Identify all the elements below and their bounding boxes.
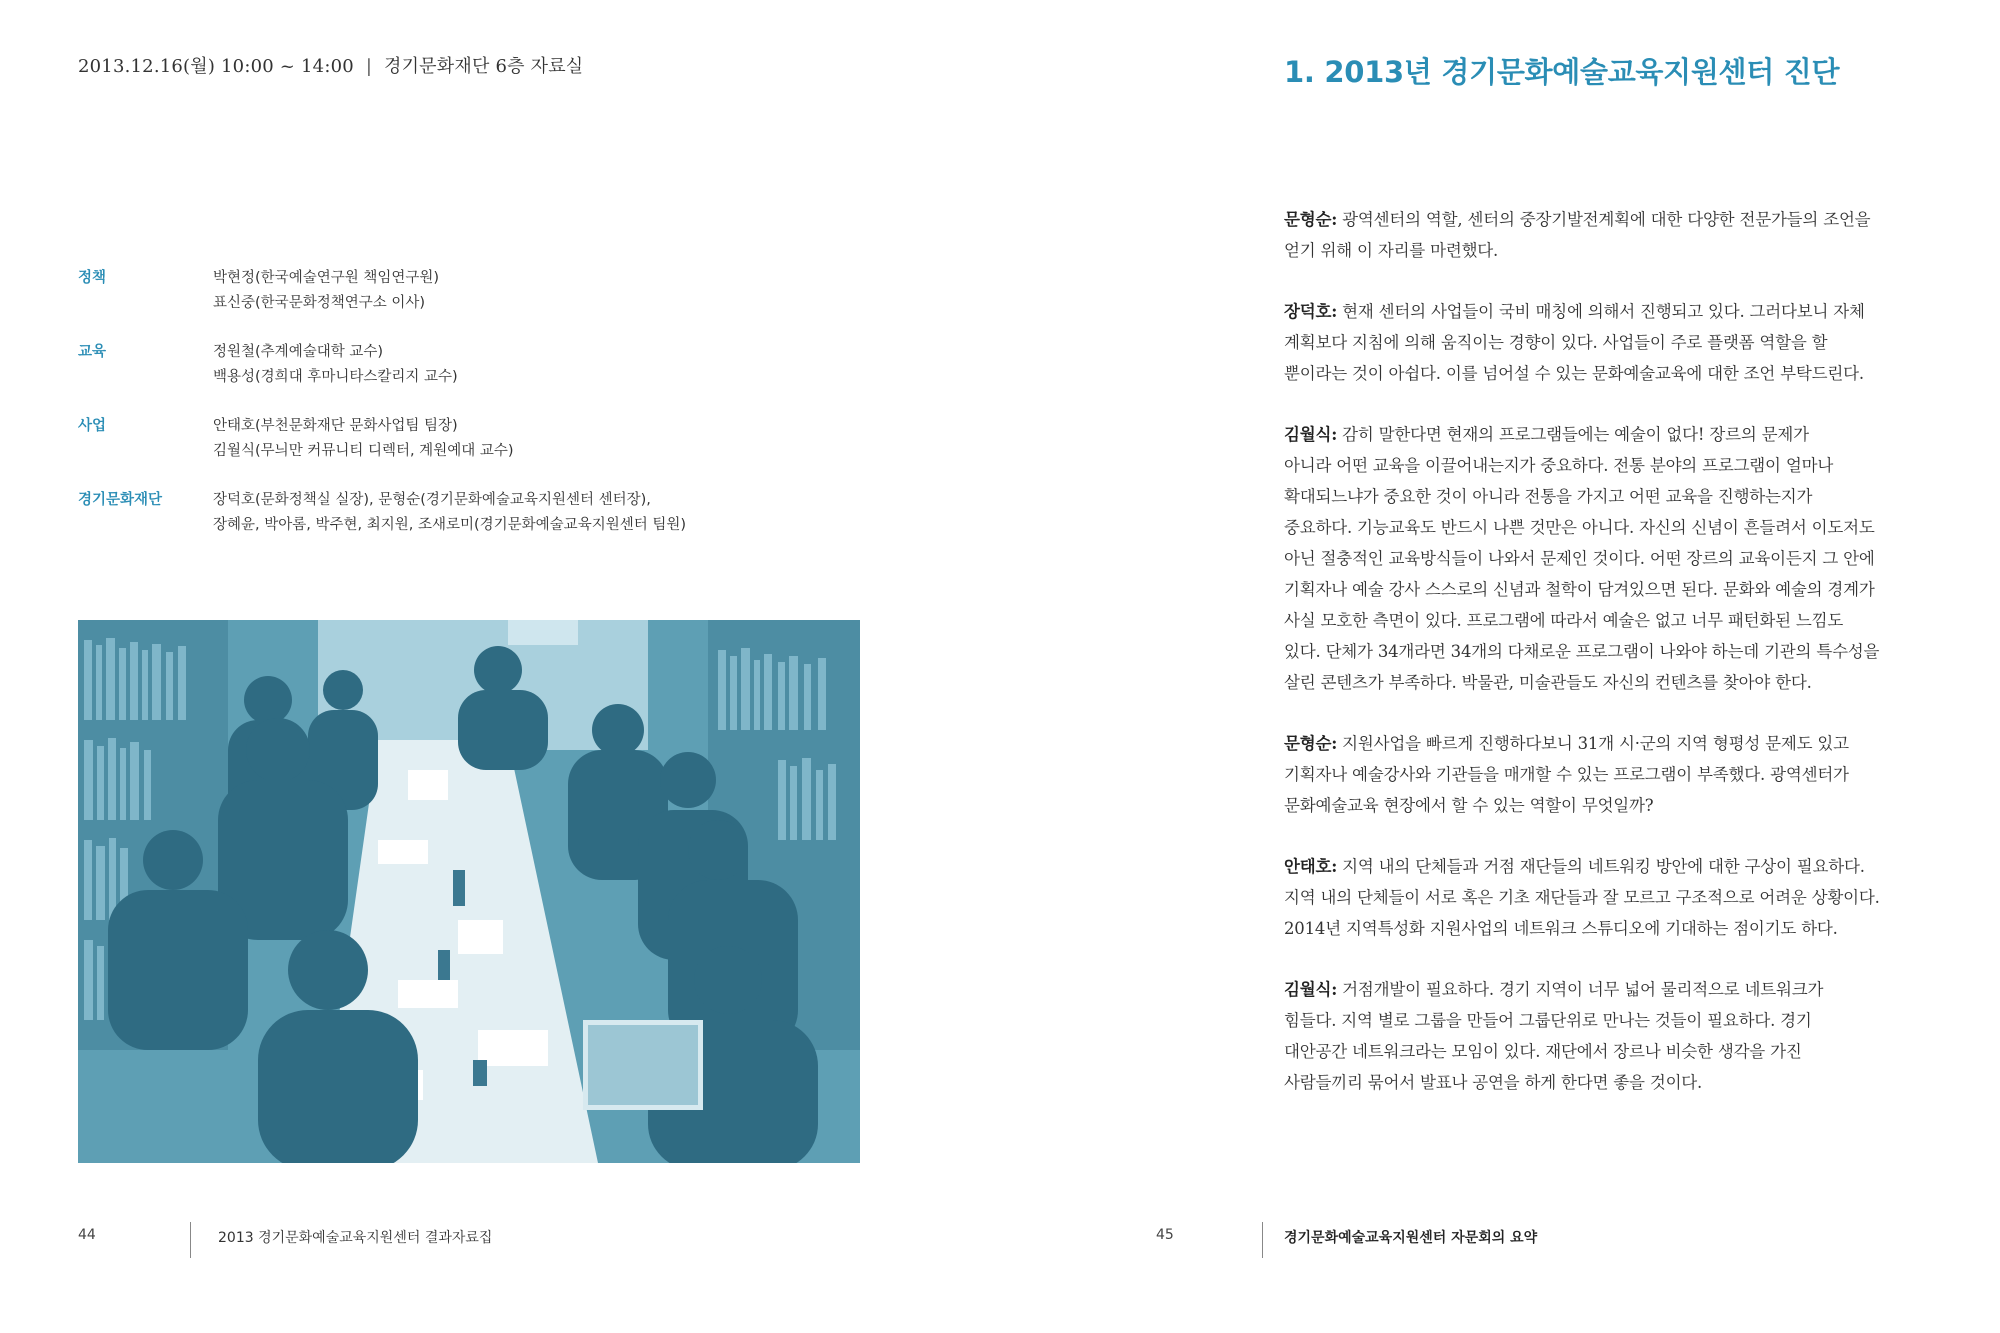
dialogue-line — [1284, 481, 1934, 512]
meeting-date-time: 2013.12.16(월) 10:00 ~ 14:00 — [78, 56, 354, 77]
roster-member-line: 안태호(부천문화재단 문화사업팀 팀장) — [213, 418, 458, 434]
roster-category: 정책 — [78, 270, 107, 286]
dialogue-text: 사실 모호한 측면이 있다. 프로그램에 따라서 예술은 없고 너무 패턴화된 느낌도 — [1284, 611, 1844, 630]
dialogue-line — [1284, 512, 1934, 543]
dialogue-text: 2014년 지역특성화 지원사업의 네트워크 스튜디오에 기대하는 점이기도 하다. — [1284, 919, 1838, 938]
dialogue-line — [1284, 327, 1934, 358]
dialogue-text: 지원사업을 빠르게 진행하다보니 31개 시·군의 지역 형평성 문제도 있고 — [1342, 734, 1849, 753]
dialogue-text: 중요하다. 기능교육도 반드시 나쁜 것만은 아니다. 자신의 신념이 흔들려서 이도저도 — [1284, 518, 1875, 537]
speaker-name: 문형순: — [1284, 210, 1338, 229]
dialogue-text: 확대되느냐가 중요한 것이 아니라 전통을 가지고 어떤 교육을 진행하는지가 — [1284, 487, 1813, 506]
roster-member-line: 김월식(무늬만 커뮤니티 디렉터, 계원예대 교수) — [213, 443, 514, 459]
dialogue-text: 힘들다. 지역 별로 그룹을 만들어 그룹단위로 만나는 것들이 필요하다. 경기 — [1284, 1011, 1812, 1030]
dialogue-line — [1284, 882, 1934, 913]
dialogue-line — [1284, 450, 1934, 481]
roster-member-line: 박현정(한국예술연구원 책임연구원) — [213, 270, 440, 286]
dialogue-line — [1284, 358, 1934, 389]
dialogue-entry — [1284, 974, 1934, 1098]
dialogue-entry — [1284, 204, 1934, 266]
dialogue-entry — [1284, 728, 1934, 821]
roster-member-line: 표신중(한국문화정책연구소 이사) — [213, 295, 426, 311]
dialogue-transcript — [1284, 204, 1934, 1128]
roster-category: 경기문화재단 — [78, 492, 163, 508]
roster-category: 사업 — [78, 418, 107, 434]
roster-members — [213, 266, 958, 316]
dialogue-entry — [1284, 419, 1934, 698]
dialogue-text: 뿐이라는 것이 아쉽다. 이를 넘어설 수 있는 문화예술교육에 대한 조언 부탁드린다. — [1284, 364, 1864, 383]
meeting-photo-illustration — [78, 620, 860, 1163]
dialogue-line — [1284, 543, 1934, 574]
dialogue-text: 살린 콘텐츠가 부족하다. 박물관, 미술관들도 자신의 컨텐츠를 찾아야 한다. — [1284, 673, 1812, 692]
running-title-right: 경기문화예술교육지원센터 자문회의 요약 — [1284, 1230, 1538, 1246]
meeting-separator: | — [365, 56, 373, 77]
dialogue-line — [1284, 790, 1934, 821]
roster-member-line: 정원철(추계예술대학 교수) — [213, 344, 383, 360]
dialogue-text: 아닌 절충적인 교육방식들이 나와서 문제인 것이다. 어떤 장르의 교육이든지 그 안에 — [1284, 549, 1875, 568]
dialogue-text: 사람들끼리 묶어서 발표나 공연을 하게 한다면 좋을 것이다. — [1284, 1073, 1703, 1092]
dialogue-line — [1284, 759, 1934, 790]
meeting-info — [78, 52, 583, 78]
dialogue-text: 아니라 어떤 교육을 이끌어내는지가 중요하다. 전통 분야의 프로그램이 얼마나 — [1284, 456, 1834, 475]
roster-member-line: 장덕호(문화정책실 실장), 문형순(경기문화예술교육지원센터 센터장), — [213, 492, 651, 508]
dialogue-text: 지역 내의 단체들이 서로 혹은 기초 재단들과 잘 모르고 구조적으로 어려운 상황이다. — [1284, 888, 1880, 907]
dialogue-line — [1284, 419, 1934, 450]
roster-members — [213, 340, 958, 390]
roster-category: 교육 — [78, 344, 107, 360]
dialogue-text: 현재 센터의 사업들이 국비 매칭에 의해서 진행되고 있다. 그러다보니 자체 — [1342, 302, 1865, 321]
roster-group — [78, 340, 958, 390]
speaker-name: 김월식: — [1284, 980, 1338, 999]
dialogue-text: 지역 내의 단체들과 거점 재단들의 네트워킹 방안에 대한 구상이 필요하다. — [1342, 857, 1865, 876]
speaker-name: 장덕호: — [1284, 302, 1338, 321]
dialogue-text: 광역센터의 역할, 센터의 중장기발전계획에 대한 다양한 전문가들의 조언을 — [1342, 210, 1871, 229]
dialogue-line — [1284, 204, 1934, 235]
meeting-location: 경기문화재단 6층 자료실 — [384, 56, 584, 77]
roster-members — [213, 488, 958, 538]
dialogue-line — [1284, 974, 1934, 1005]
dialogue-line — [1284, 728, 1934, 759]
roster-group — [78, 266, 958, 316]
dialogue-line — [1284, 1067, 1934, 1098]
meeting-photo — [78, 620, 860, 1163]
dialogue-text: 거점개발이 필요하다. 경기 지역이 너무 넓어 물리적으로 네트워크가 — [1342, 980, 1824, 999]
folio-divider-right — [1262, 1222, 1263, 1258]
dialogue-line — [1284, 296, 1934, 327]
dialogue-line — [1284, 235, 1934, 266]
running-title-left: 2013 경기문화예술교육지원센터 결과자료집 — [218, 1230, 493, 1246]
page-number-left: 44 — [78, 1227, 96, 1243]
dialogue-text: 기획자나 예술강사와 기관들을 매개할 수 있는 프로그램이 부족했다. 광역센터가 — [1284, 765, 1849, 784]
dialogue-text: 감히 말한다면 현재의 프로그램들에는 예술이 없다! 장르의 문제가 — [1342, 425, 1809, 444]
dialogue-text: 있다. 단체가 34개라면 34개의 다채로운 프로그램이 나와야 하는데 기관의 특수성을 — [1284, 642, 1880, 661]
participant-roster — [78, 266, 958, 562]
dialogue-entry — [1284, 851, 1934, 944]
dialogue-text: 얻기 위해 이 자리를 마련했다. — [1284, 241, 1499, 260]
dialogue-line — [1284, 636, 1934, 667]
dialogue-line — [1284, 1005, 1934, 1036]
roster-member-line: 장혜윤, 박아롬, 박주현, 최지원, 조새로미(경기문화예술교육지원센터 팀원) — [213, 517, 687, 533]
dialogue-line — [1284, 574, 1934, 605]
dialogue-line — [1284, 605, 1934, 636]
dialogue-line — [1284, 1036, 1934, 1067]
speaker-name: 안태호: — [1284, 857, 1338, 876]
dialogue-text: 기획자나 예술 강사 스스로의 신념과 철학이 담겨있으면 된다. 문화와 예술의 경계가 — [1284, 580, 1875, 599]
roster-group — [78, 414, 958, 464]
page-number-right: 45 — [1156, 1227, 1174, 1243]
speaker-name: 김월식: — [1284, 425, 1338, 444]
dialogue-text: 계획보다 지침에 의해 움직이는 경향이 있다. 사업들이 주로 플랫폼 역할을 할 — [1284, 333, 1828, 352]
section-title: 1. 2013년 경기문화예술교육지원센터 진단 — [1284, 55, 1840, 89]
right-page — [1000, 0, 2000, 1333]
dialogue-line — [1284, 913, 1934, 944]
roster-group — [78, 488, 958, 538]
dialogue-entry — [1284, 296, 1934, 389]
speaker-name: 문형순: — [1284, 734, 1338, 753]
dialogue-line — [1284, 851, 1934, 882]
dialogue-line — [1284, 667, 1934, 698]
roster-members — [213, 414, 958, 464]
folio-divider-left — [190, 1222, 191, 1258]
roster-member-line: 백용성(경희대 후마니타스칼리지 교수) — [213, 369, 458, 385]
dialogue-text: 대안공간 네트워크라는 모임이 있다. 재단에서 장르나 비슷한 생각을 가진 — [1284, 1042, 1802, 1061]
dialogue-text: 문화예술교육 현장에서 할 수 있는 역할이 무엇일까? — [1284, 796, 1654, 815]
